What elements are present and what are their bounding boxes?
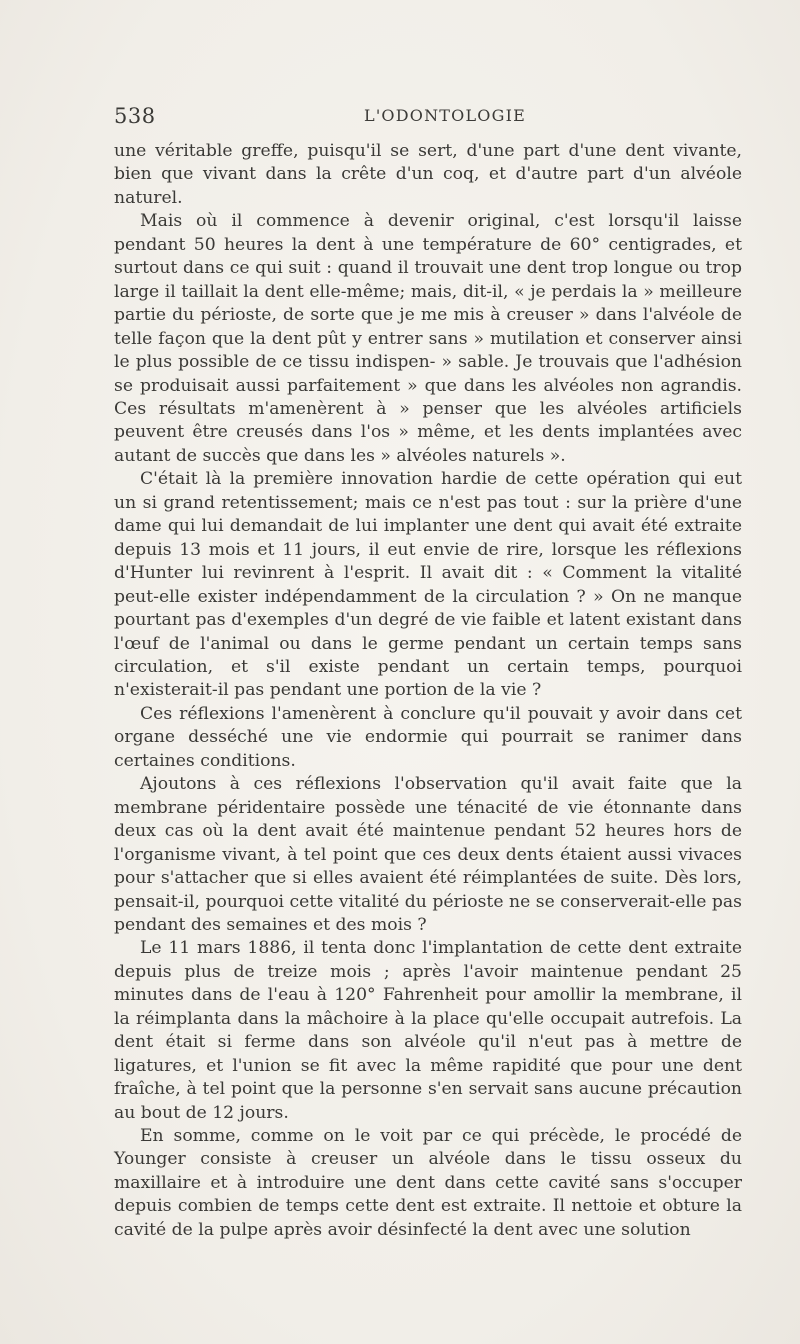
paragraph: Le 11 mars 1886, il tenta donc l'implantation de cette dent extraite depuis plus de treize mois ; après l'avoir maintenue pendant 25 minutes dans de l'eau à 120° Fahrenheit pour amollir la membrane, il la réimplanta dans la mâchoire à la place qu'elle occupait autrefois. La dent était si ferme dans son alvéole qu'il n'eut pas à mettre de ligatures, et l'union se fit avec la même rapidité que pour une dent fraîche, à tel point que la personne s'en servait sans aucune précaution au bout de 12 jours.	[114, 938, 742, 1123]
page-number: 538	[114, 104, 156, 128]
paragraph: Mais où il commence à devenir original, c'est lorsqu'il laisse pendant 50 heures la dent à une température de 60° centigrades, et surtout dans ce qui suit : quand il trouvait une dent trop longue ou trop large il taillait la dent elle-même; mais, dit-il, « je perdais la » meilleure partie du périoste, de sorte que je me mis à creuser » dans l'alvéole de telle façon que la dent pût y entrer sans » mutilation et conserver ainsi le plus possible de ce tissu indispen- » sable. Je trouvais que l'adhésion se produisait aussi parfaitement » que dans les alvéoles non agrandis. Ces résultats m'amenèrent à » penser que les alvéoles artificiels peuvent être creusés dans l'os » même, et les dents implantées avec autant de succès que dans les » alvéoles naturels ».	[114, 211, 742, 466]
body-text	[114, 140, 742, 1242]
paragraph: Ajoutons à ces réflexions l'observation qu'il avait faite que la membrane péridentaire possède une ténacité de vie étonnante dans deux cas où la dent avait été maintenue pendant 52 heures hors de l'organisme vivant, à tel point que ces deux dents étaient aussi vivaces pour s'attacher que si elles avaient été réimplantées de suite. Dès lors, pensait-il, pourquoi cette vitalité du périoste ne se conserverait-elle pas pendant des semaines et des mois ?	[114, 774, 742, 935]
running-head: L'ODONTOLOGIE	[364, 106, 526, 125]
paragraph: C'était là la première innovation hardie de cette opération qui eut un si grand retentissement; mais ce n'est pas tout : sur la prière d'une dame qui lui demandait de lui implanter une dent qui avait été extraite depuis 13 mois et 11 jours, il eut envie de rire, lorsque les réflexions d'Hunter lui revinrent à l'esprit. Il avait dit : « Comment la vitalité peut-elle exister indépendamment de la circulation ? » On ne manque pourtant pas d'exemples d'un degré de vie faible et latent existant dans l'œuf de l'animal ou dans le germe pendant un certain temps sans circulation, et s'il existe pendant un certain temps, pourquoi n'existerait-il pas pendant une portion de la vie ?	[114, 469, 742, 701]
page-header	[114, 104, 754, 134]
paragraph: une véritable greffe, puisqu'il se sert, d'une part d'une dent vivante, bien que vivant dans la crête d'un coq, et d'autre part d'un alvéole naturel.	[114, 141, 742, 208]
paragraph: En somme, comme on le voit par ce qui précède, le procédé de Younger consiste à creuser un alvéole dans le tissu osseux du maxillaire et à introduire une dent dans cette cavité sans s'occuper depuis combien de temps cette dent est extraite. Il nettoie et obture la cavité de la pulpe après avoir désinfecté la dent avec une solution	[114, 1126, 742, 1240]
paragraph: Ces réflexions l'amenèrent à conclure qu'il pouvait y avoir dans cet organe desséché une vie endormie qui pourrait se ranimer dans certaines conditions.	[114, 703, 742, 771]
